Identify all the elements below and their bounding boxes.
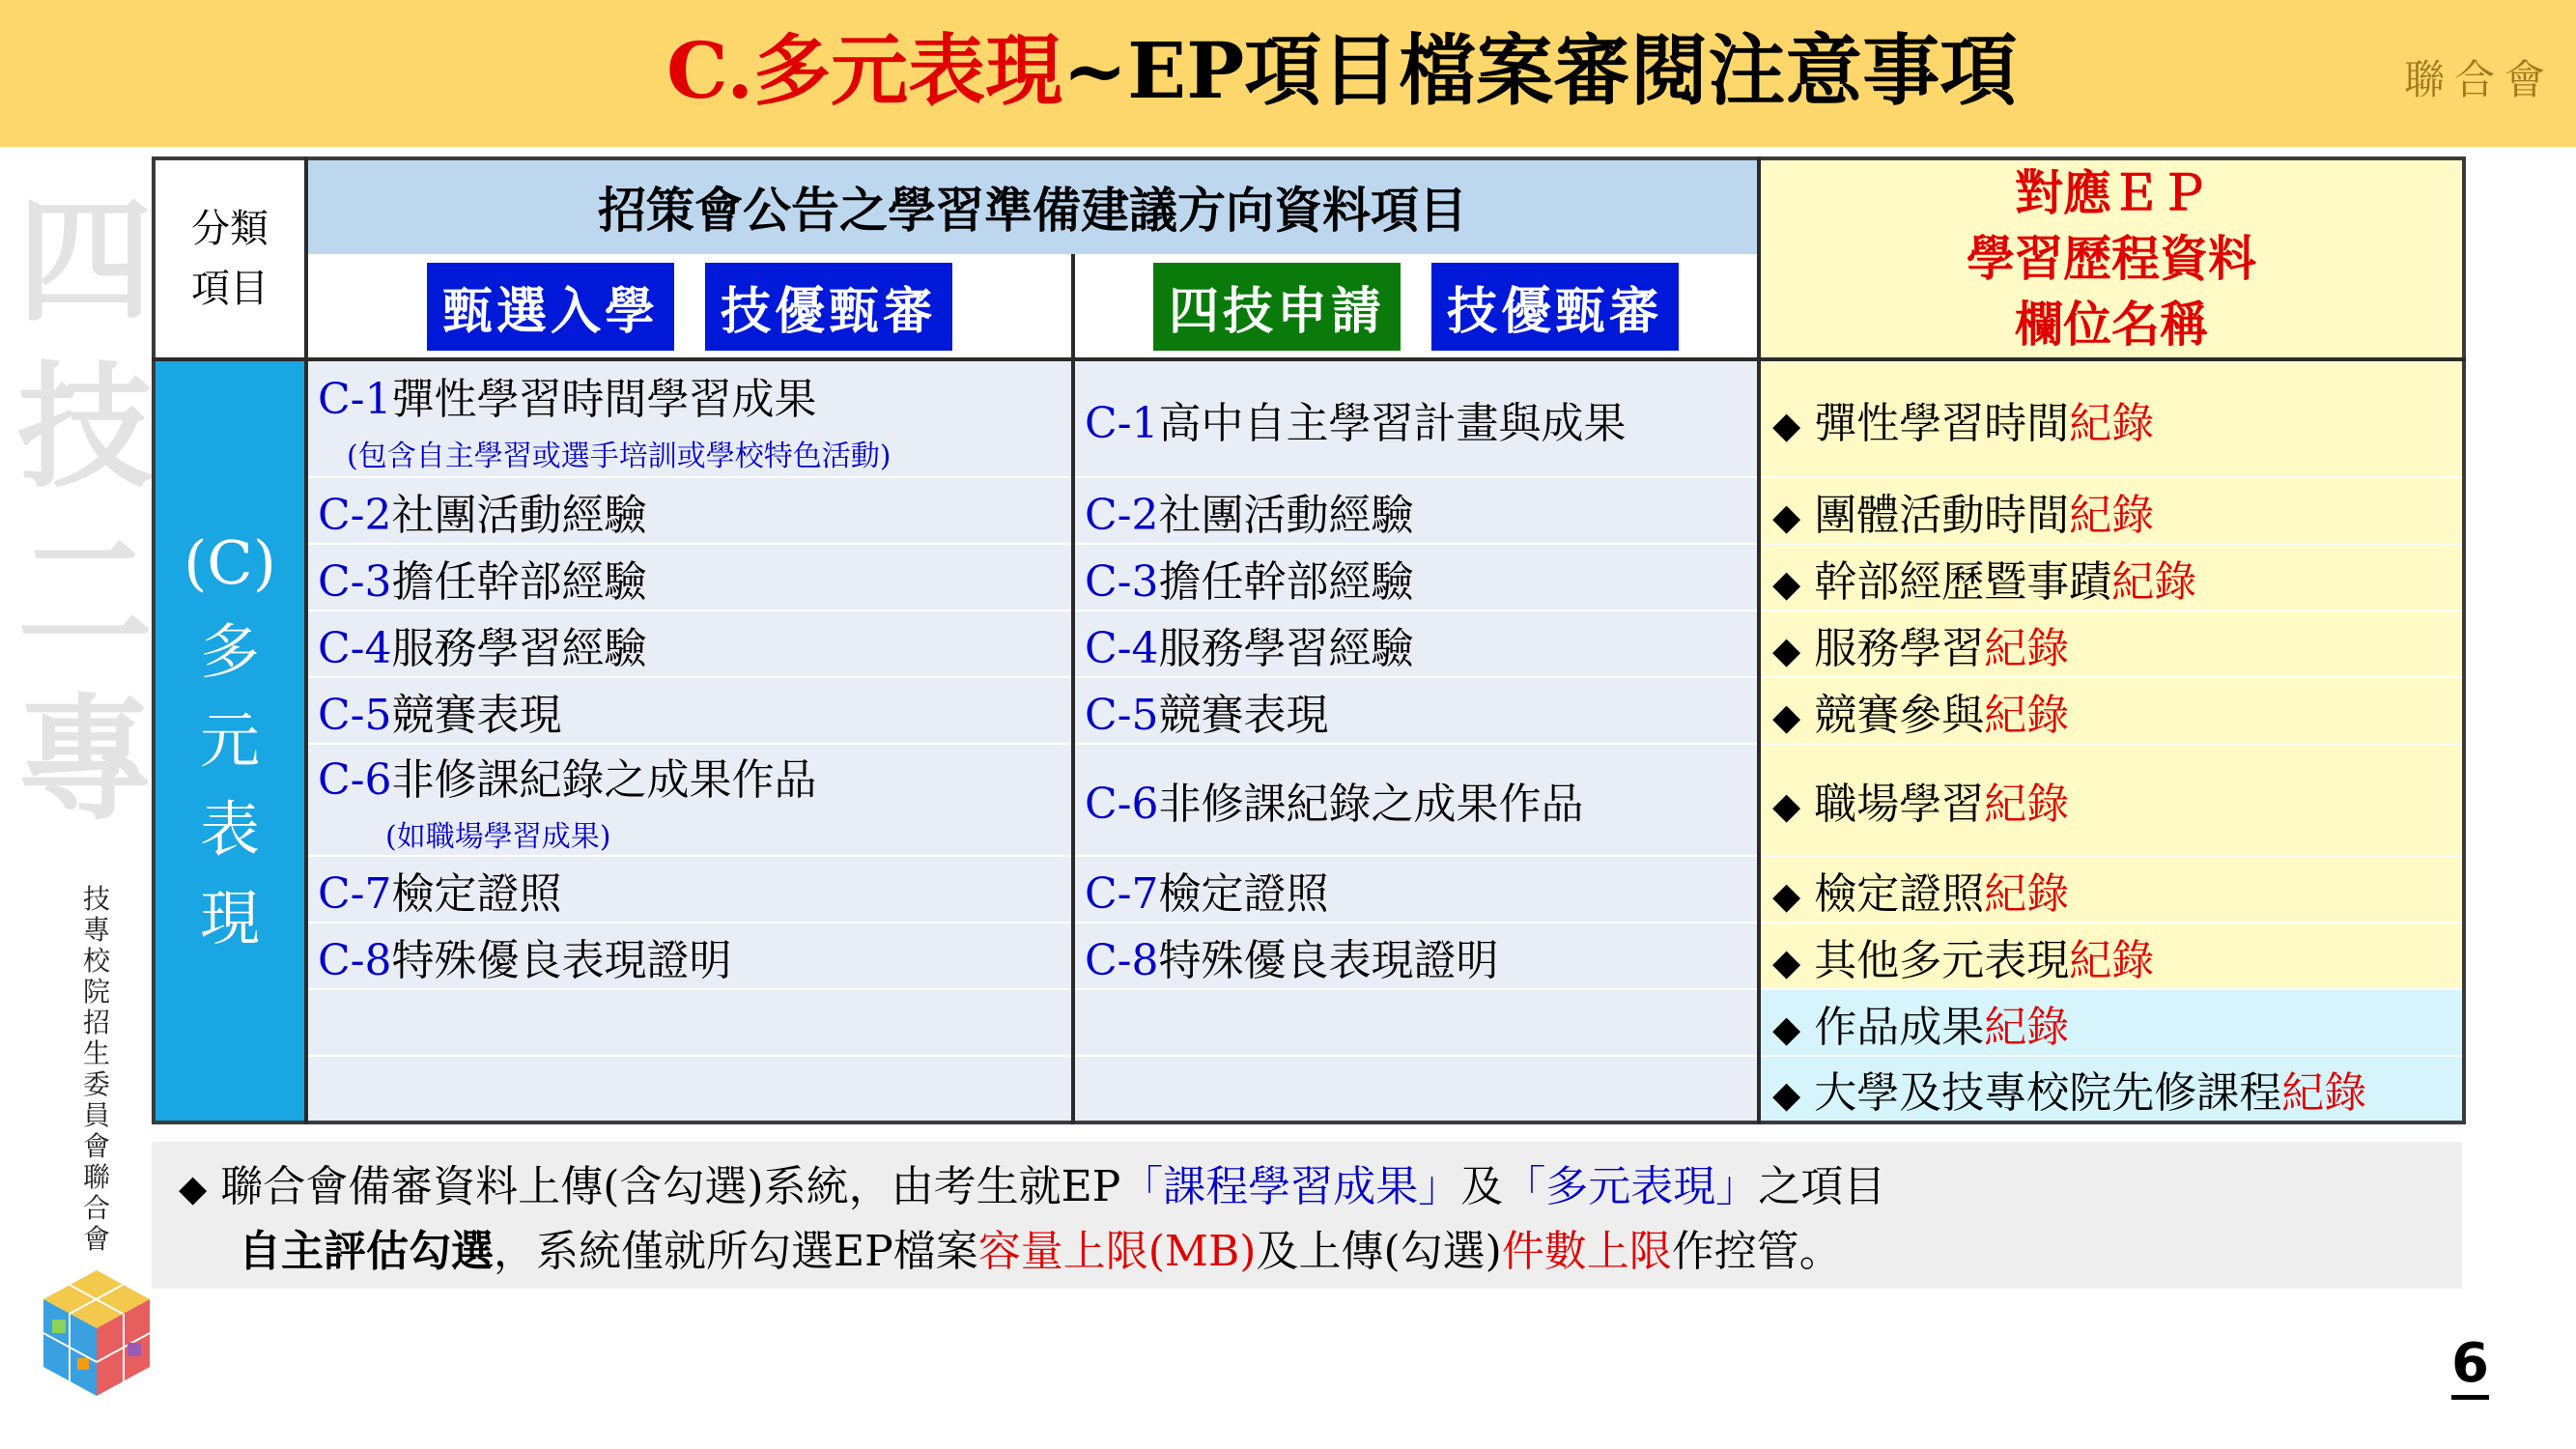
admission-label-apply: 四技申請 xyxy=(1153,263,1401,351)
main-header: 招策會公告之學習準備建議方向資料項目 xyxy=(306,158,1759,255)
left-item xyxy=(306,677,1073,744)
diamond-bullet-icon: ◆ xyxy=(1772,695,1801,738)
left-item xyxy=(306,923,1073,989)
left-code: C-8 xyxy=(318,935,392,985)
right-item xyxy=(1073,744,1759,856)
note-line-2 xyxy=(179,1220,2462,1284)
ep-item xyxy=(1759,359,2464,477)
left-code: C-7 xyxy=(318,868,392,919)
page-title xyxy=(666,17,2017,124)
ep-red: 紀錄 xyxy=(2111,556,2197,607)
ep-text: 團體活動時間 xyxy=(1814,490,2070,540)
right-item xyxy=(1073,611,1759,677)
text: 大學及技專校院先修課程 xyxy=(1814,1068,2282,1118)
1: 項目 xyxy=(191,267,269,311)
left-item xyxy=(306,611,1073,677)
right-text: 競賽表現 xyxy=(1158,690,1329,740)
left-code: C-3 xyxy=(318,556,392,607)
right-item-empty xyxy=(1073,1056,1759,1122)
watermark-char: 二 xyxy=(17,515,154,673)
ep-text: 幹部經歷暨事蹟 xyxy=(1814,556,2112,607)
left-item xyxy=(306,744,1073,856)
4: 現 xyxy=(199,883,260,953)
right-item xyxy=(1073,923,1759,989)
right-text: 特殊優良表現證明 xyxy=(1158,935,1499,985)
note-bullet-icon: ◆ xyxy=(179,1167,208,1209)
text: 自主評估勾選 xyxy=(239,1227,494,1276)
left-text: 非修課紀錄之成果作品 xyxy=(391,755,817,805)
ep-item xyxy=(1759,744,2464,856)
right-code: C-6 xyxy=(1085,780,1159,829)
diamond-bullet-icon: ◆ xyxy=(1772,940,1801,983)
left-item xyxy=(306,544,1073,611)
left-text: 競賽表現 xyxy=(391,690,562,740)
ep-text: 服務學習 xyxy=(1814,623,1985,673)
left-code: C-4 xyxy=(318,623,392,673)
ep-item xyxy=(1759,477,2464,544)
left-item xyxy=(306,359,1073,477)
left-code: C-5 xyxy=(318,690,392,740)
diamond-bullet-icon: ◆ xyxy=(1772,784,1801,827)
text: 作品成果 xyxy=(1814,1002,1985,1052)
right-item xyxy=(1073,359,1759,477)
admission-label-skill: 技優甄審 xyxy=(1431,263,1679,351)
diamond-bullet-icon: ◆ xyxy=(1772,561,1801,605)
right-item xyxy=(1073,856,1759,923)
right-code: C-1 xyxy=(1085,398,1159,448)
ep-item xyxy=(1759,677,2464,744)
left-text: 服務學習經驗 xyxy=(391,623,647,673)
right-code: C-8 xyxy=(1085,935,1159,985)
admission-label-skill: 技優甄審 xyxy=(705,263,952,351)
note-line-1 xyxy=(179,1155,2462,1220)
ep-red: 紀錄 xyxy=(2069,490,2155,540)
right-code: C-3 xyxy=(1085,556,1159,607)
right-text: 高中自主學習計畫與成果 xyxy=(1158,398,1627,448)
1: 學習歷程資料 xyxy=(1967,230,2256,287)
red: 紀錄 xyxy=(1984,1002,2070,1052)
ep-red: 紀錄 xyxy=(2069,935,2155,985)
left-text: 彈性學習時間學習成果 xyxy=(391,374,817,424)
diamond-bullet-icon: ◆ xyxy=(1772,628,1801,671)
ep-text: 其他多元表現 xyxy=(1814,935,2070,985)
diamond-bullet-icon: ◆ xyxy=(1772,873,1801,917)
0: 對應ＥＰ xyxy=(2015,164,2208,221)
ep-item xyxy=(1759,611,2464,677)
right-code: C-4 xyxy=(1085,623,1159,673)
ep-item xyxy=(1759,544,2464,611)
text: ，系統僅就所勾選EP檔案 xyxy=(494,1227,978,1276)
diamond-bullet-icon: ◆ xyxy=(1772,495,1801,538)
page-number: 6 xyxy=(2451,1333,2489,1400)
category-cell xyxy=(154,359,306,1122)
right-item xyxy=(1073,677,1759,744)
ep-red: 紀錄 xyxy=(1984,623,2070,673)
right-text: 非修課紀錄之成果作品 xyxy=(1158,780,1584,829)
2: 元 xyxy=(199,705,260,776)
text: 容量上限(MB) xyxy=(977,1227,1257,1276)
note-box xyxy=(152,1142,2462,1289)
left-code: C-1 xyxy=(318,374,392,424)
ep-item xyxy=(1759,856,2464,923)
cube-logo-icon xyxy=(39,1265,155,1401)
ep-item xyxy=(1759,1056,2464,1122)
left-item xyxy=(306,856,1073,923)
text: 作控管。 xyxy=(1671,1227,1842,1276)
text: 及上傳(勾選) xyxy=(1256,1227,1502,1276)
2: 欄位名稱 xyxy=(2015,296,2208,353)
right-item-empty xyxy=(1073,989,1759,1056)
title-red-part: C.多元表現 xyxy=(666,25,1063,116)
ep-text: 檢定證照 xyxy=(1814,868,1985,919)
diamond-bullet-icon: ◆ xyxy=(1772,1007,1801,1050)
right-code: C-7 xyxy=(1085,868,1159,919)
ep-red: 紀錄 xyxy=(2069,398,2155,448)
left-code: C-2 xyxy=(318,490,392,540)
text: 之項目 xyxy=(1758,1162,1886,1211)
text: 件數上限 xyxy=(1501,1227,1672,1276)
left-admission-labels xyxy=(306,255,1073,359)
left-text: 特殊優良表現證明 xyxy=(391,935,732,985)
side-watermark xyxy=(17,179,153,843)
3: 表 xyxy=(199,794,260,865)
category-header xyxy=(154,158,306,359)
0: 分類 xyxy=(191,207,269,251)
red: 紀錄 xyxy=(2281,1068,2367,1118)
text: 「多元表現」 xyxy=(1503,1162,1759,1211)
watermark-char: 技 xyxy=(17,349,154,507)
left-text: 擔任幹部經驗 xyxy=(391,556,647,607)
left-item xyxy=(306,477,1073,544)
right-text: 擔任幹部經驗 xyxy=(1158,556,1414,607)
right-text: 服務學習經驗 xyxy=(1158,623,1414,673)
admission-label-selection: 甄選入學 xyxy=(427,263,674,351)
ep-red: 紀錄 xyxy=(1984,868,2070,919)
diamond-bullet-icon: ◆ xyxy=(1772,1073,1801,1116)
ep-text: 彈性學習時間 xyxy=(1814,398,2070,448)
ep-red: 紀錄 xyxy=(1984,780,2070,829)
left-code: C-6 xyxy=(318,755,392,805)
left-item-empty xyxy=(306,989,1073,1056)
right-admission-labels xyxy=(1073,255,1759,359)
left-text: 社團活動經驗 xyxy=(391,490,647,540)
left-sub: (如職場學習成果) xyxy=(385,820,611,854)
right-code: C-2 xyxy=(1085,490,1159,540)
left-sub: (包含自主學習或選手培訓或學校特色活動) xyxy=(347,439,892,473)
ep-item xyxy=(1759,989,2464,1056)
ep-item xyxy=(1759,923,2464,989)
0: (C) xyxy=(184,527,276,598)
ep-red: 紀錄 xyxy=(1984,690,2070,740)
right-code: C-5 xyxy=(1085,690,1159,740)
1: 多 xyxy=(199,616,260,687)
watermark-char: 四 xyxy=(17,183,154,341)
ep-header xyxy=(1759,158,2464,359)
vertical-org-name: 技專校院招生委員會聯合會 xyxy=(82,883,110,1255)
ep-text: 競賽參與 xyxy=(1814,690,1985,740)
right-item xyxy=(1073,477,1759,544)
right-item xyxy=(1073,544,1759,611)
left-item-empty xyxy=(306,1056,1073,1122)
ep-mapping-table xyxy=(152,156,2466,1124)
text: 聯合會備審資料上傳(含勾選)系統，由考生就EP xyxy=(220,1162,1121,1211)
watermark-char: 專 xyxy=(17,681,154,839)
title-black-part: ~EP項目檔案審閱注意事項 xyxy=(1062,25,2018,116)
ep-text: 職場學習 xyxy=(1814,780,1985,829)
text: 及 xyxy=(1460,1162,1504,1211)
logo-text: 聯合會 xyxy=(2403,56,2555,103)
text: 「課程學習成果」 xyxy=(1120,1162,1461,1211)
left-text: 檢定證照 xyxy=(391,868,562,919)
right-text: 檢定證照 xyxy=(1158,868,1329,919)
diamond-bullet-icon: ◆ xyxy=(1772,403,1801,446)
right-text: 社團活動經驗 xyxy=(1158,490,1414,540)
